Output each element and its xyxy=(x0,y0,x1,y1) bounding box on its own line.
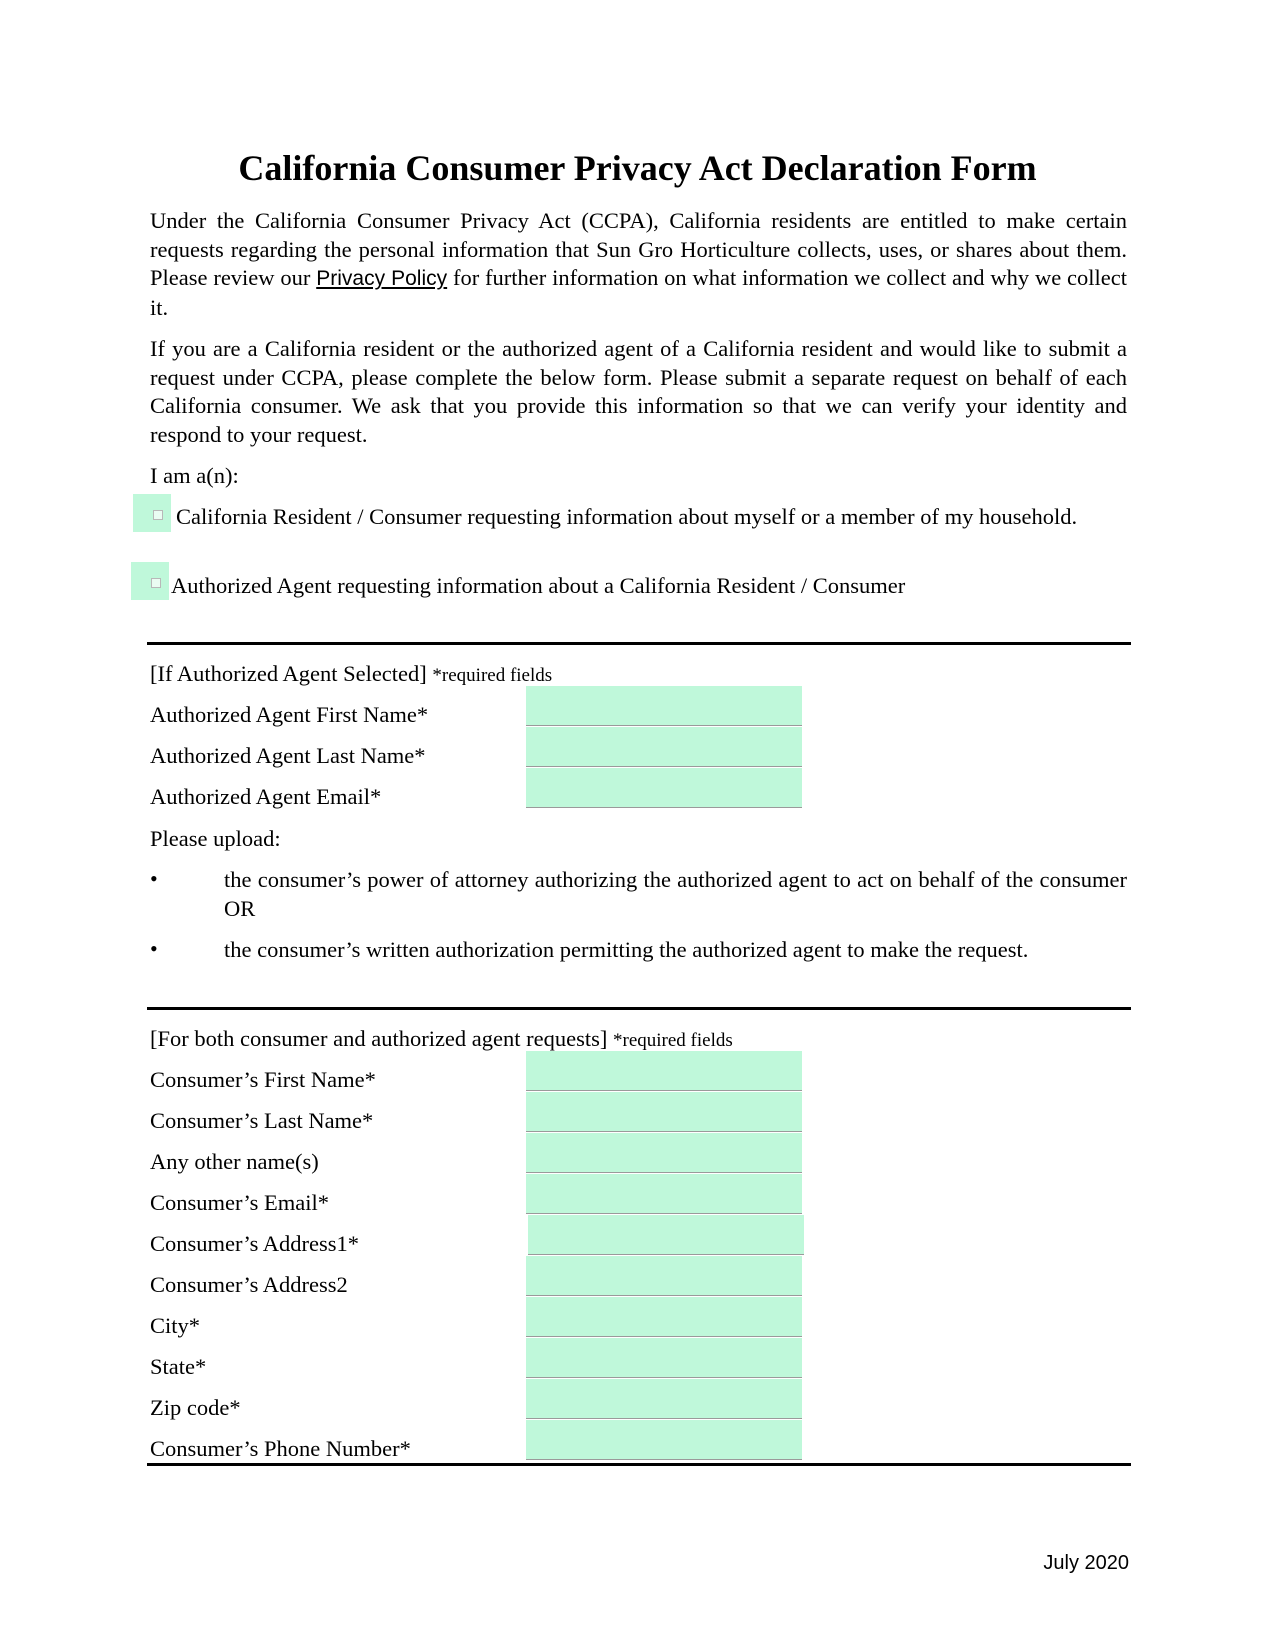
agent-last-name-label: Authorized Agent Last Name* xyxy=(150,743,426,768)
address1-label: Consumer’s Address1* xyxy=(150,1231,359,1256)
agent-first-name-input[interactable] xyxy=(526,686,802,726)
agent-checkbox[interactable] xyxy=(131,562,169,600)
consumer-first-name-label: Consumer’s First Name* xyxy=(150,1067,376,1092)
required-note: *required fields xyxy=(432,665,553,686)
required-note: *required fields xyxy=(613,1030,733,1051)
consumer-heading-text: [For both consumer and authorized agent requests] xyxy=(150,1026,608,1051)
resident-option-label: California Resident / Consumer requesting information about myself or a member of my household. xyxy=(176,504,1078,529)
consumer-email-input[interactable] xyxy=(526,1174,802,1214)
consumer-last-name-label: Consumer’s Last Name* xyxy=(150,1108,374,1133)
intro-paragraph xyxy=(150,207,1127,322)
upload-bullet-1: the consumer’s power of attorney authorizing the authorized agent to act on behalf of the consumer OR xyxy=(224,867,1127,921)
other-names-input[interactable] xyxy=(526,1133,802,1173)
agent-last-name-input[interactable] xyxy=(526,727,802,767)
address2-label: Consumer’s Address2 xyxy=(150,1272,348,1297)
consumer-last-name-input[interactable] xyxy=(526,1092,802,1132)
bullet-symbol: • xyxy=(150,866,158,891)
state-label: State* xyxy=(150,1354,207,1379)
city-input[interactable] xyxy=(526,1297,802,1337)
bullet-symbol: • xyxy=(150,936,158,961)
iam-label: I am a(n): xyxy=(150,463,239,488)
city-label: City* xyxy=(150,1313,201,1338)
intro-text-2: for further information on what information we collect and why we collect it. xyxy=(150,265,1127,320)
consumer-email-label: Consumer’s Email* xyxy=(150,1190,329,1215)
consumer-first-name-input[interactable] xyxy=(526,1051,802,1091)
agent-email-input[interactable] xyxy=(526,768,802,808)
footer-date: July 2020 xyxy=(1043,1552,1129,1574)
upload-label: Please upload: xyxy=(150,826,281,851)
address1-input[interactable] xyxy=(528,1215,804,1255)
phone-label: Consumer’s Phone Number* xyxy=(150,1436,411,1461)
section-divider xyxy=(147,1463,1131,1466)
checkbox-box xyxy=(151,578,161,588)
upload-bullet-2: the consumer’s written authorization permitting the authorized agent to make the request. xyxy=(224,937,1029,962)
agent-first-name-label: Authorized Agent First Name* xyxy=(150,702,429,727)
other-names-label: Any other name(s) xyxy=(150,1149,319,1174)
state-input[interactable] xyxy=(526,1338,802,1378)
address2-input[interactable] xyxy=(526,1256,802,1296)
agent-heading-text: [If Authorized Agent Selected] xyxy=(150,661,427,686)
instructions-paragraph: If you are a California resident or the authorized agent of a California resident and would like to submit a request under CCPA, please complete the below form. Please submit a separate request on behalf of each California consumer. We ask that you provide this information so that we can verify your identity and respond to your request. xyxy=(150,336,1127,447)
phone-input[interactable] xyxy=(526,1420,802,1460)
zip-label: Zip code* xyxy=(150,1395,241,1420)
page-title: California Consumer Privacy Act Declaration Form xyxy=(238,148,1037,188)
section-divider xyxy=(147,642,1131,645)
intro-text-1: Under the California Consumer Privacy Act (CCPA), California residents are entitled to make certain requests regarding the personal information that Sun Gro Horticulture collects, uses, or shares about them. Please review our xyxy=(150,208,1127,290)
section-divider xyxy=(147,1007,1131,1010)
privacy-policy-link[interactable]: Privacy Policy xyxy=(316,267,448,290)
agent-option-label: Authorized Agent requesting information about a California Resident / Consumer xyxy=(171,573,906,598)
agent-section-heading xyxy=(150,660,552,690)
agent-email-label: Authorized Agent Email* xyxy=(150,784,382,809)
zip-input[interactable] xyxy=(526,1379,802,1419)
